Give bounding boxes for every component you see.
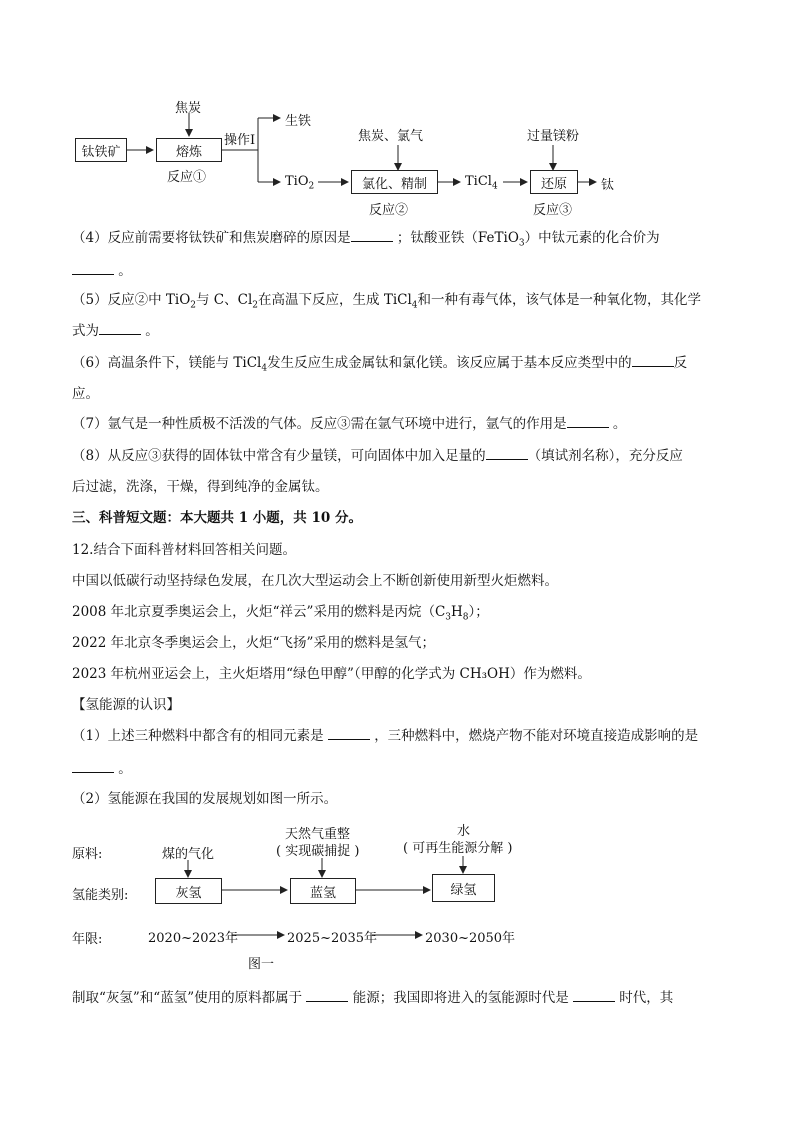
blue-hydrogen-box xyxy=(290,878,356,904)
q4-text-a: （4）反应前需要将钛铁矿和焦炭磨碎的原因是 xyxy=(72,230,351,246)
q12-s1-text-b: ，三种燃料中，燃烧产物不能对环境直接造成影响的是 xyxy=(374,728,699,744)
src-green-label-2: ( 可再生能源分解 ) xyxy=(403,841,513,856)
reaction3-label: 反应③ xyxy=(533,203,573,218)
q12-p2-text-c: ）； xyxy=(468,604,489,620)
q7-line xyxy=(72,415,626,433)
q8-text-b: （填试剂名称），充分反应 xyxy=(527,448,683,464)
q12-p2-text-b: H xyxy=(451,604,463,620)
q6-sub: 4 xyxy=(261,363,268,374)
q12-last-blank-2[interactable] xyxy=(573,989,615,1002)
q7-text-a: （7）氩气是一种性质极不活泼的气体。反应③需在氩气环境中进行，氩气的作用是 xyxy=(72,416,567,432)
q12-last-text-c: 时代，其 xyxy=(619,990,674,1006)
q5-text-d: 和一种有毒气体，该气体是一种氧化物，其化学 xyxy=(417,292,702,308)
ore-box xyxy=(75,138,127,162)
q8-line1 xyxy=(72,447,683,465)
q5-text-f: 。 xyxy=(145,323,159,339)
q6-line1 xyxy=(72,354,687,378)
raw-material-label: 原料: xyxy=(72,847,103,862)
q12-heading: 【氢能源的认识】 xyxy=(72,697,180,713)
q12-s2-line xyxy=(72,989,673,1007)
smelt-box xyxy=(156,138,222,162)
operation1-label: 操作I xyxy=(224,133,256,148)
src-blue-label-2: ( 实现碳捕捉 ) xyxy=(276,844,360,859)
ticl4-sub: 4 xyxy=(491,181,498,192)
pig-iron-label: 生铁 xyxy=(285,114,312,129)
q12-s1-text-a: （1）上述三种燃料中都含有的相同元素是 xyxy=(72,728,324,744)
q5-blank[interactable] xyxy=(99,322,141,335)
q12-s2: （2）氢能源在我国的发展规划如图一所示。 xyxy=(72,791,338,807)
section3-title: 三、科普短文题：本大题共 1 小题，共 10 分。 xyxy=(72,510,362,526)
figure-caption: 图一 xyxy=(248,957,275,972)
year-label: 年限: xyxy=(72,932,103,947)
tio2-sub: 2 xyxy=(308,181,315,192)
q5-line1 xyxy=(72,291,701,315)
blue-hydrogen-label: 蓝氢 xyxy=(309,885,336,901)
reaction2-label: 反应② xyxy=(369,203,409,218)
hydrogen-type-label: 氢能类别: xyxy=(72,888,129,903)
year-range-1: 2020~2023年 xyxy=(148,931,239,946)
grey-hydrogen-label: 灰氢 xyxy=(175,885,202,901)
q12-p1: 中国以低碳行动坚持绿色发展，在几次大型运动会上不断创新使用新型火炬燃料。 xyxy=(72,573,558,589)
q4-sub: 3 xyxy=(518,238,525,249)
q12-p2 xyxy=(72,603,489,627)
q6-text-a: （6）高温条件下，镁能与 TiCl xyxy=(72,355,262,371)
q6-text-c: 反 xyxy=(673,355,688,371)
q12-last-blank-1[interactable] xyxy=(306,989,348,1002)
q8-text-c: 后过滤，洗涤，干燥，得到纯净的金属钛。 xyxy=(72,479,329,495)
inputs2-label: 焦炭、氯气 xyxy=(358,129,424,144)
q7-text-b: 。 xyxy=(612,416,627,432)
chlorinate-box xyxy=(351,170,438,194)
q4-text-b: ；钛酸亚铁（FeTiO xyxy=(396,230,519,246)
q4-text-c: ）中钛元素的化合价为 xyxy=(524,230,660,246)
q4-text-d: 。 xyxy=(118,263,132,279)
q6-text-d: 应。 xyxy=(72,386,99,402)
q12-p3: 2022 年北京冬季奥运会上，火炬“飞扬”采用的燃料是氢气； xyxy=(72,635,435,651)
q8-line2 xyxy=(72,478,329,496)
q8-text-a: （8）从反应③获得的固体钛中常含有少量镁，可向固体中加入足量的 xyxy=(72,448,486,464)
year-range-2: 2025~2035年 xyxy=(287,931,378,946)
reduce-box xyxy=(530,170,578,194)
q5-line2 xyxy=(72,322,159,340)
q6-blank[interactable] xyxy=(632,354,674,367)
reduce-label: 还原 xyxy=(540,176,567,192)
src-blue-label-1: 天然气重整 xyxy=(285,827,351,842)
q12-s1-blank-1[interactable] xyxy=(328,727,370,740)
green-hydrogen-box xyxy=(432,874,495,902)
q5-text-c: 在高温下反应，生成 TiCl xyxy=(258,292,412,308)
green-hydrogen-label: 绿氢 xyxy=(450,882,477,898)
tio2-label xyxy=(285,174,314,192)
q6-text-b: 发生反应生成金属钛和氯化镁。该反应属于基本反应类型中的 xyxy=(267,355,632,371)
q12-s1-text-c: 。 xyxy=(118,761,132,777)
q12-p2-text-a: 2008 年北京夏季奥运会上，火炬“祥云”采用的燃料是丙烷（C xyxy=(72,604,446,620)
q7-blank[interactable] xyxy=(567,415,609,428)
reaction1-label: 反应① xyxy=(167,170,207,185)
coke-label: 焦炭 xyxy=(175,101,202,116)
grey-hydrogen-box xyxy=(155,878,222,904)
year-range-3: 2030~2050年 xyxy=(425,931,516,946)
q8-blank[interactable] xyxy=(486,447,528,460)
q12-last-text-b: 能源；我国即将进入的氢能源时代是 xyxy=(352,990,569,1006)
q5-text-b: 与 C、Cl xyxy=(196,292,253,308)
titanium-label: 钛 xyxy=(601,178,615,193)
excess-mg-label: 过量镁粉 xyxy=(527,129,580,144)
q6-line2 xyxy=(72,385,99,403)
q12-last-text-a: 制取“灰氢”和“蓝氢”使用的原料都属于 xyxy=(72,990,303,1006)
q12-stem: 12.结合下面科普材料回答相关问题。 xyxy=(72,542,296,558)
smelt-label: 熔炼 xyxy=(175,144,202,160)
ore-label: 钛铁矿 xyxy=(81,144,121,160)
q5-sub-b: 2 xyxy=(252,300,259,311)
q5-text-e: 式为 xyxy=(72,323,99,339)
q12-p2-sub1: 3 xyxy=(445,612,452,623)
q12-p2-sub2: 8 xyxy=(462,612,469,623)
q12-s1-blank-2[interactable] xyxy=(72,760,114,773)
q4-line2 xyxy=(72,262,132,280)
q4-blank-1[interactable] xyxy=(351,229,393,242)
q12-s1-line1 xyxy=(72,727,698,745)
q5-text-a: （5）反应②中 TiO xyxy=(72,292,191,308)
tio2-text: TiO xyxy=(285,174,309,189)
q4-blank-2[interactable] xyxy=(72,262,114,275)
ticl4-label xyxy=(465,174,498,192)
ticl4-text: TiCl xyxy=(465,174,492,189)
q5-sub-a: 2 xyxy=(190,300,197,311)
src-green-label-1: 水 xyxy=(457,824,471,839)
q4-line1 xyxy=(72,229,660,253)
chlorinate-label: 氯化、精制 xyxy=(361,176,427,192)
q5-sub-c: 4 xyxy=(411,300,418,311)
src-grey-label: 煤的气化 xyxy=(162,847,215,862)
q12-p4: 2023 年杭州亚运会上，主火炬塔用“绿色甲醇”（甲醇的化学式为 CH₃OH）作为燃料。 xyxy=(72,666,591,682)
q12-s1-line2 xyxy=(72,760,132,778)
